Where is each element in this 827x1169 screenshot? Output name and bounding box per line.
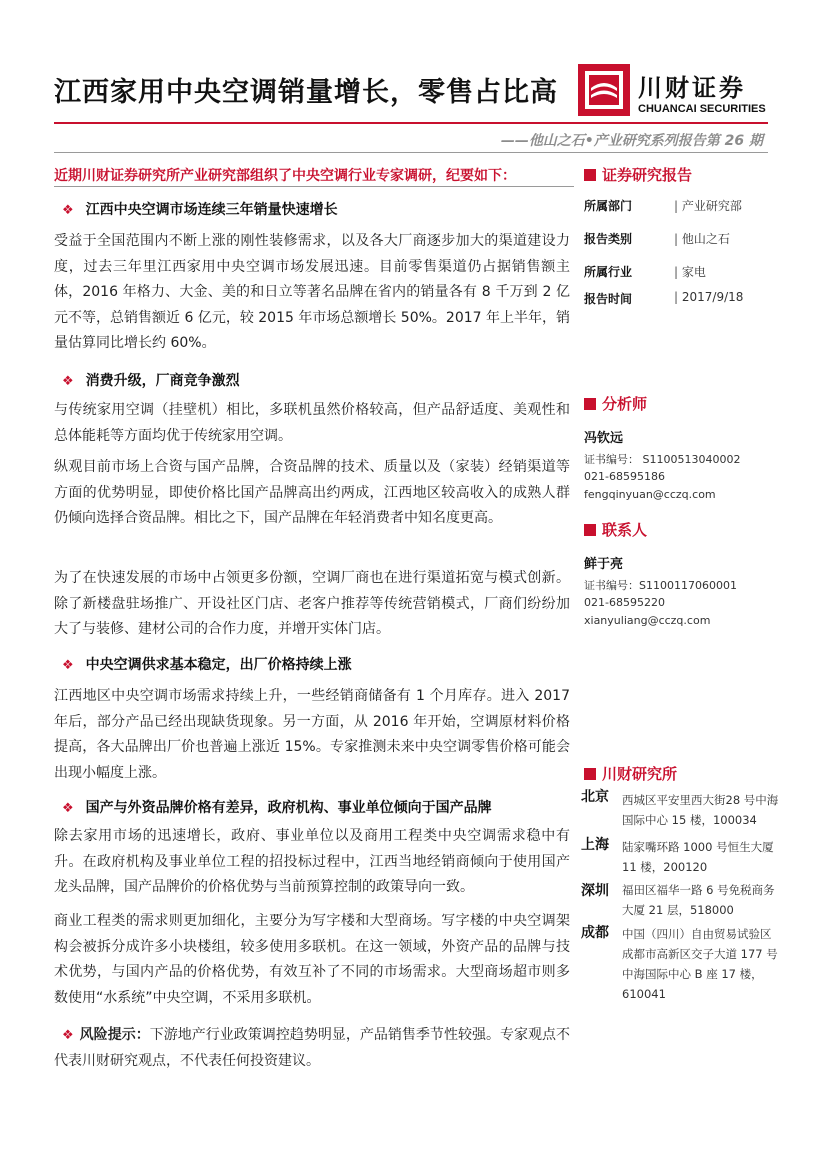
intro-divider (54, 186, 574, 187)
section-paragraph: 受益于全国范围内不断上涨的刚性装修需求，以及各大厂商逐步加大的渠道建设力度，过去三年里江西家用中央空调市场发展迅速。目前零售渠道仍占据销售额主体，2016 年格力、大金、美的和日立等著名品牌在省内的销量各有 8 千万到 2 亿元不等，总销售额近 6 亿元，较 2015 年市场总额增长 50%。2017 年上半年，销量估算同比增长约 60%。 (54, 233, 570, 351)
section-paragraph: 商业工程类的需求则更加细化，主要分为写字楼和大型商场。写字楼的中央空调架构会被拆分成许多小块楼组，较多使用多联机。在这一领域，外资产品的品牌与技术优势，与国内产品的价格优势，有效互补了不同的市场需求。大型商场超市则多数使用“水系统”中央空调，不采用多联机。 (54, 913, 570, 1006)
office-address: 中国（四川）自由贸易试验区成都市高新区交子大道 177 号中海国际中心 B 座 17 楼，610041 (622, 927, 778, 1001)
diamond-bullet-icon: ❖ (62, 374, 74, 389)
diamond-bullet-icon: ❖ (62, 203, 74, 218)
report-type-heading: 证券研究报告 (584, 164, 692, 185)
contact-email[interactable]: xianyuliang@cczq.com (584, 613, 711, 627)
meta-industry: 所属行业 | 家电 (584, 263, 770, 283)
analyst-phone: 021-68595186 (584, 470, 665, 483)
office-city: 上海 (581, 837, 609, 853)
contact-name: 鲜于亮 (584, 557, 624, 572)
diamond-bullet-icon: ❖ (62, 1028, 74, 1043)
analyst-card (584, 430, 774, 503)
section-paragraph: 除去家用市场的迅速增长，政府、事业单位以及商用工程类中央空调需求稳中有升。在政府机构及事业单位工程的招投标过程中，江西当地经销商倾向于使用国产龙头品牌，国产品牌价的价格优势与当前预算控制的政策导向一致。 (54, 828, 570, 895)
section-paragraph: 江西地区中央空调市场需求持续上升，一些经销商储备有 1 个月库存。进入 2017 年后，部分产品已经出现缺货现象。另一方面，从 2016 年开始，空调原材料价格提高，各大品牌出厂价也普遍上涨近 15%。专家推测未来中央空调零售价格可能会出现小幅度上涨。 (54, 688, 570, 781)
office-city: 深圳 (581, 883, 609, 899)
office-address: 陆家嘴环路 1000 号恒生大厦 11 楼，200120 (622, 840, 774, 874)
meta-date: 报告时间 | 2017/9/18 (584, 290, 770, 310)
diamond-bullet-icon: ❖ (62, 658, 74, 673)
brand-name-en: CHUANCAI SECURITIES (638, 103, 766, 115)
red-square-icon (584, 768, 596, 780)
office-address: 福田区福华一路 6 号免税商务大厦 21 层，518000 (622, 883, 775, 917)
contact-cert: 证书编号：S1100117060001 (584, 578, 737, 592)
office-address: 西城区平安里西大街28 号中海国际中心 15 楼，100034 (622, 793, 779, 827)
meta-department: 所属部门 | 产业研究部 (584, 197, 770, 217)
risk-label: 风险提示： (79, 1027, 150, 1043)
report-title: 江西家用中央空调销量增长，零售占比高 (54, 77, 558, 108)
header-divider (54, 122, 768, 124)
section-heading: ❖ 中央空调供求基本稳定，出厂价格持续上涨 (62, 657, 352, 673)
section-paragraph: 与传统家用空调（挂壁机）相比，多联机虽然价格较高，但产品舒适度、美观性和总体能耗等方面均优于传统家用空调。 (54, 402, 570, 444)
series-subtitle: ——他山之石•产业研究系列报告第 26 期 (500, 133, 763, 149)
contact-card (584, 556, 774, 629)
red-square-icon (584, 524, 596, 536)
meta-category: 报告类别 | 他山之石 (584, 230, 770, 250)
section-heading: ❖ 消费升级，厂商竞争激烈 (62, 373, 240, 389)
analyst-cert: 证书编号： S1100513040002 (584, 452, 741, 466)
red-square-icon (584, 169, 596, 181)
contact-heading: 联系人 (584, 519, 647, 540)
subtitle-divider (54, 152, 768, 153)
office-city: 成都 (581, 925, 609, 941)
contact-phone: 021-68595220 (584, 596, 665, 609)
risk-note (54, 1023, 570, 1074)
analyst-email[interactable]: fengqinyuan@cczq.com (584, 487, 716, 501)
section-heading: ❖ 江西中央空调市场连续三年销量快速增长 (62, 202, 338, 218)
risk-text: 下游地产行业政策调控趋势明显，产品销售季节性较强。专家观点不代表川财研究观点，不代表任何投资建议。 (54, 1027, 571, 1069)
brand-name-cn: 川财证券 (638, 74, 746, 102)
section-heading: ❖ 国产与外资品牌价格有差异，政府机构、事业单位倾向于国产品牌 (62, 800, 492, 816)
chuancai-logo-icon (578, 64, 630, 116)
intro-line: 近期川财证券研究所产业研究部组织了中央空调行业专家调研，纪要如下： (54, 168, 516, 184)
analyst-name: 冯钦远 (584, 431, 624, 446)
institute-heading: 川财研究所 (584, 763, 677, 784)
red-square-icon (584, 398, 596, 410)
office-city: 北京 (581, 789, 609, 805)
analyst-heading: 分析师 (584, 393, 647, 414)
section-paragraph: 为了在快速发展的市场中占领更多份额，空调厂商也在进行渠道拓宽与模式创新。除了新楼盘驻场推广、开设社区门店、老客户推荐等传统营销模式，厂商们纷纷加大了与装修、建材公司的合作力度，并增开实体门店。 (54, 570, 570, 637)
diamond-bullet-icon: ❖ (62, 801, 74, 816)
section-paragraph: 纵观目前市场上合资与国产品牌，合资品牌的技术、质量以及（家装）经销渠道等方面的优势明显，即使价格比国产品牌高出约两成，江西地区较高收入的成熟人群仍倾向选择合资品牌。相比之下，国产品牌在年轻消费者中知名度更高。 (54, 459, 570, 526)
